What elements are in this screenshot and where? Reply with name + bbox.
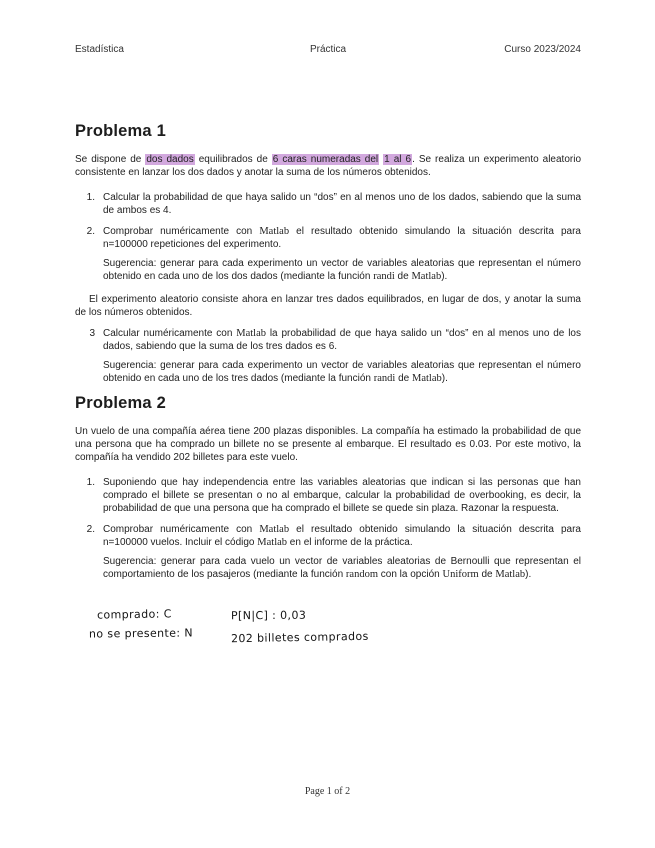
text-segment: Matlab [259,524,290,535]
highlighted-text: dos dados [146,154,194,165]
text-segment: Matlab [259,226,290,237]
text-segment: ). [441,271,448,282]
item-text [103,523,581,549]
handwritten-note-comprado: comprado: C [96,607,172,622]
text-segment: Matlab [412,373,442,384]
handwritten-note-probability: P[N|C] : 0,03 [230,608,307,623]
text-segment: Sugerencia: generar para cada experimento un vector de variables aleatorias que representan el número obtenido en cada uno de los tres dados (mediante la función [103,360,581,384]
text-segment: Calcular la probabilidad de que haya salido un “dos” en al menos uno de los dados, sabiendo que la suma de ambos es 4. [103,192,581,216]
text-segment: la probabilidad de que haya salido un “dos” en al menos uno de los dados, sabiendo que la suma de los tres dados es 6. [103,328,581,352]
item-number: 2. [86,226,95,237]
item-text [103,327,581,353]
item-number: 3 [89,328,95,339]
problem1-intro [75,153,581,179]
handwritten-note-billetes: 202 billetes comprados [230,629,369,646]
item-number: 1. [86,192,95,203]
item-text [103,476,581,515]
text-segment: El experimento aleatorio consiste ahora en lanzar tres dados equilibrados, en lugar de dos, y anotar la suma de los números obtenidos. [75,294,581,318]
text-segment: Matlab [257,537,288,548]
text-segment: Matlab [236,328,266,339]
text-segment: Comprobar numéricamente con [103,226,260,237]
problem1-title: Problema 1 [75,122,166,140]
header-academic-year: Curso 2023/2024 [504,44,581,55]
item-hint [103,257,581,283]
text-segment: equilibrados de [194,154,272,165]
text-segment: randi [373,373,396,384]
item-text [103,225,581,251]
problem2-title: Problema 2 [75,394,166,412]
text-segment: Sugerencia: generar para cada experimento un vector de variables aleatorias que representan el número obtenido en cada uno de los dos dados (mediante la función [103,258,581,282]
text-segment: Suponiendo que hay independencia entre las variables aleatorias que indican si las personas que han comprado el billete se presentan o no al embarque, calcular la probabilidad de overbooking, es decir, la probabilidad de que una persona que ha comprado el billete se quede sin plaza. Razonar la respuesta. [103,477,581,514]
item-number: 2. [86,524,95,535]
text-segment: con la opción [378,569,443,580]
item-number: 1. [86,477,95,488]
text-segment: randi [373,271,395,282]
handwritten-note-no-se-presente: no se presente: N [88,626,194,641]
problem1-item-1 [75,191,581,217]
item-hint [103,359,581,385]
item-body [103,327,581,385]
problem2-item-1 [75,476,581,515]
text-segment: Comprobar numéricamente con [103,524,260,535]
problem1-item-3 [75,327,581,385]
text-segment: Calcular numéricamente con [103,328,237,339]
text-segment: . Se realiza un experimento aleatorio consistente en lanzar los dos dados y anotar la suma de los números obtenidos. [75,154,582,178]
text-segment: ). [525,569,532,580]
text-segment: Matlab [495,569,526,580]
page-header [75,44,581,55]
text-segment: Se dispone de [75,154,146,165]
page-footer: Page 1 of 2 [304,786,351,797]
item-body [103,225,581,283]
text-segment: Matlab [411,271,442,282]
text-segment: en el informe de la práctica. [287,537,413,548]
item-body [103,523,581,581]
document-content [75,121,581,589]
text-segment: de [395,373,413,384]
problem1-item-2 [75,225,581,283]
text-segment: de [478,569,496,580]
problem2-intro [75,425,581,464]
header-doc-type: Práctica [309,44,347,55]
text-segment: el resultado obtenido simulando la situación descrita para n=100000 repeticiones del experimento. [103,226,581,250]
text-segment: Uniform [442,569,479,580]
text-segment: el resultado obtenido simulando la situación descrita para n=100000 vuelos. Incluir el código [103,524,581,548]
problem1-middle-paragraph [75,293,581,319]
text-segment: random [345,569,378,580]
highlighted-text: 1 al 6 [384,154,412,165]
text-segment: Un vuelo de una compañía aérea tiene 200 plazas disponibles. La compañía ha estimado la probabilidad de que una persona que ha comprado un billete no se presente al embarque. El resultado es 0.03. Por este motivo, la compañía ha vendido 202 billetes para este vuelo. [75,426,581,463]
item-hint [103,555,581,581]
header-course-name: Estadística [75,44,124,55]
text-segment: Sugerencia: generar para cada vuelo un vector de variables aleatorias de Bernoulli que representan el comportamiento de los pasajeros (mediante la función [103,556,581,580]
problem2-item-2 [75,523,581,581]
text-segment: de [394,271,412,282]
item-body [103,476,581,515]
highlighted-text: 6 caras numeradas del [272,154,379,165]
text-segment: ). [441,373,448,384]
item-text [103,191,581,217]
item-body [103,191,581,217]
handwritten-notes [75,606,581,666]
